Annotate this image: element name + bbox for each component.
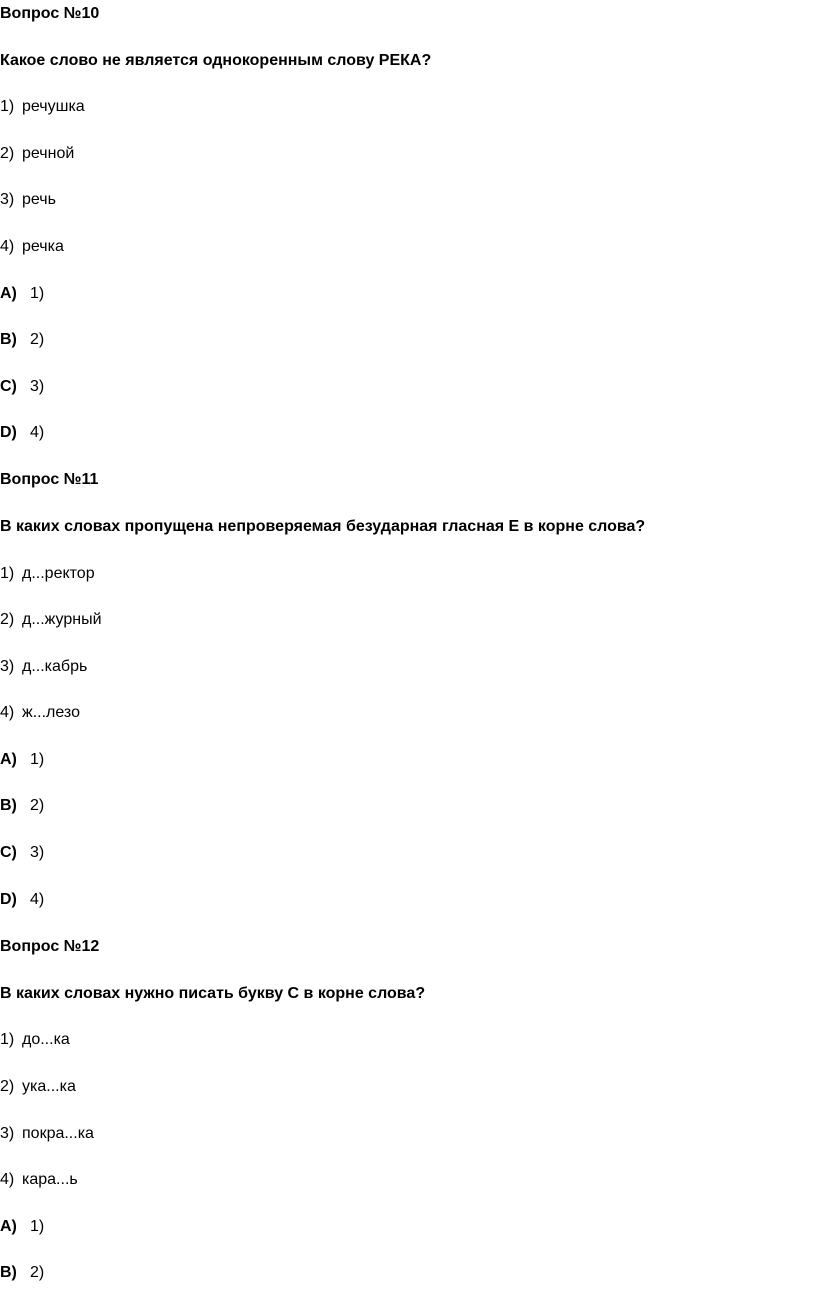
- question-11-option-1: [0, 562, 95, 586]
- answer-letter: A): [0, 285, 17, 302]
- answer-value: 1): [30, 285, 45, 302]
- question-11-answer-b[interactable]: [0, 794, 44, 818]
- question-11-option-3: [0, 655, 87, 679]
- option-number: 3): [0, 658, 15, 675]
- option-number: 4): [0, 704, 15, 721]
- option-number: 1): [0, 565, 15, 582]
- option-number: 4): [0, 238, 15, 255]
- answer-value: 4): [30, 424, 45, 441]
- option-text: речь: [22, 191, 56, 208]
- question-12-answer-a[interactable]: [0, 1215, 44, 1239]
- option-text: до...ка: [22, 1031, 70, 1048]
- answer-value: 2): [30, 331, 45, 348]
- question-10-answer-b[interactable]: [0, 328, 44, 352]
- option-number: 1): [0, 98, 15, 115]
- option-text: речной: [22, 145, 75, 162]
- question-10-option-2: [0, 142, 74, 166]
- option-number: 2): [0, 1078, 15, 1095]
- question-11-answer-d[interactable]: [0, 888, 44, 912]
- option-number: 2): [0, 611, 15, 628]
- answer-value: 3): [30, 844, 45, 861]
- question-12-text: В каких словах нужно писать букву С в корне слова?: [0, 985, 426, 1002]
- answer-value: 2): [30, 797, 45, 814]
- question-12-header: Вопрос №12: [0, 938, 100, 955]
- answer-value: 3): [30, 378, 45, 395]
- question-12-option-2: [0, 1075, 76, 1099]
- answer-letter: A): [0, 1218, 17, 1235]
- option-number: 3): [0, 191, 15, 208]
- question-10-option-3: [0, 188, 56, 212]
- question-11-text: В каких словах пропущена непроверяемая безударная гласная Е в корне слова?: [0, 518, 646, 535]
- question-10-option-1: [0, 95, 85, 119]
- answer-letter: D): [0, 891, 17, 908]
- option-text: ж...лезо: [22, 704, 80, 721]
- question-12-option-4: [0, 1168, 78, 1192]
- question-12-answer-b[interactable]: [0, 1261, 44, 1285]
- answer-value: 1): [30, 751, 45, 768]
- answer-value: 1): [30, 1218, 45, 1235]
- answer-letter: C): [0, 844, 17, 861]
- question-11-option-2: [0, 608, 102, 632]
- answer-letter: B): [0, 1264, 17, 1281]
- question-12-option-3: [0, 1122, 94, 1146]
- question-12-option-1: [0, 1028, 70, 1052]
- answer-value: 2): [30, 1264, 45, 1281]
- option-text: д...ректор: [22, 565, 95, 582]
- answer-letter: C): [0, 378, 17, 395]
- option-number: 4): [0, 1171, 15, 1188]
- question-11-answer-a[interactable]: [0, 748, 44, 772]
- option-number: 1): [0, 1031, 15, 1048]
- option-number: 2): [0, 145, 15, 162]
- answer-letter: B): [0, 797, 17, 814]
- question-11-option-4: [0, 701, 80, 725]
- question-10-text: Какое слово не является однокоренным слову РЕКА?: [0, 52, 432, 69]
- question-10-option-4: [0, 235, 64, 259]
- answer-letter: D): [0, 424, 17, 441]
- answer-letter: A): [0, 751, 17, 768]
- option-text: речушка: [22, 98, 85, 115]
- question-11-answer-c[interactable]: [0, 841, 44, 865]
- option-text: д...кабрь: [22, 658, 88, 675]
- option-text: д...журный: [22, 611, 102, 628]
- question-10-answer-d[interactable]: [0, 421, 44, 445]
- option-text: кара...ь: [22, 1171, 78, 1188]
- question-10-answer-c[interactable]: [0, 375, 44, 399]
- question-11-header: Вопрос №11: [0, 471, 99, 488]
- option-text: покра...ка: [22, 1125, 94, 1142]
- option-text: речка: [22, 238, 64, 255]
- option-number: 3): [0, 1125, 15, 1142]
- answer-value: 4): [30, 891, 45, 908]
- question-10-answer-a[interactable]: [0, 282, 44, 306]
- question-10-header: Вопрос №10: [0, 5, 100, 22]
- answer-letter: B): [0, 331, 17, 348]
- option-text: ука...ка: [22, 1078, 76, 1095]
